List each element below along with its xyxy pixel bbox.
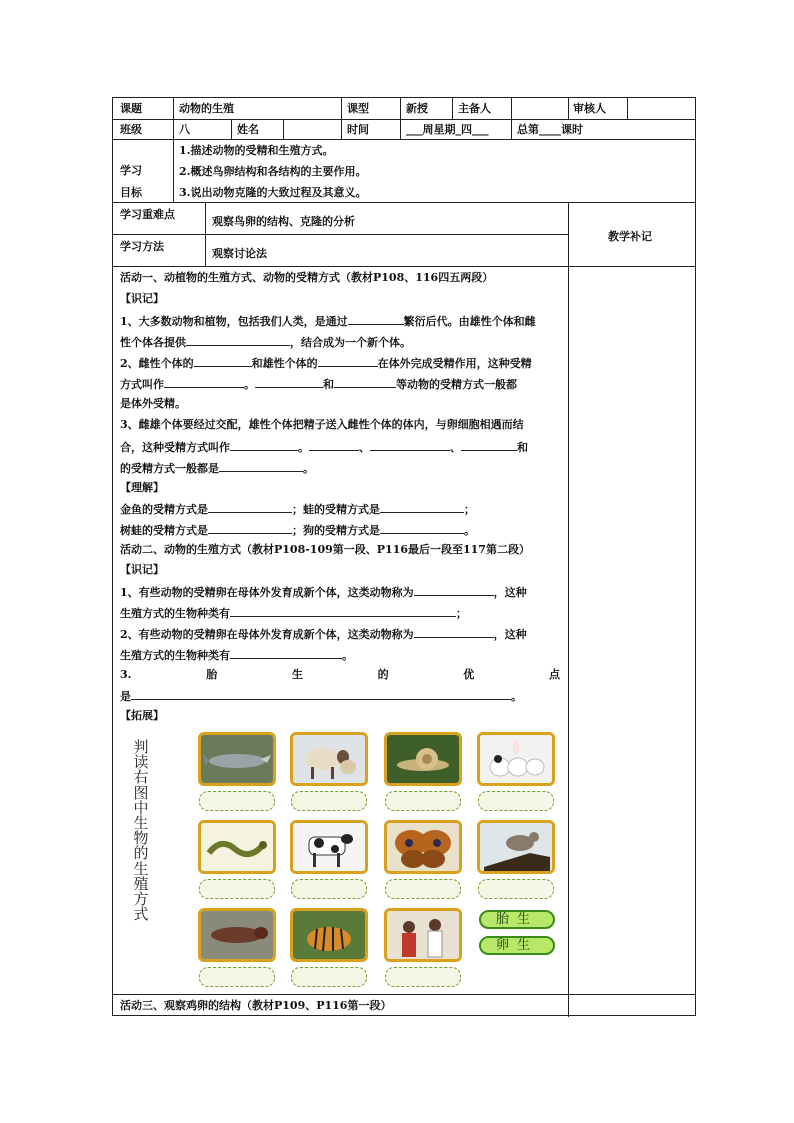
value-time: ___周星期_四___ xyxy=(406,123,489,136)
answer-box[interactable] xyxy=(478,879,554,899)
objective-1: 1.描述动物的受精和生殖方式。 xyxy=(179,144,334,157)
answer-box[interactable] xyxy=(199,791,275,811)
activity1-understand: 【理解】 xyxy=(120,481,164,494)
activity2-q3-line1: 3. 胎 生 的 优 点 xyxy=(120,668,560,681)
objective-3: 3.说出动物克隆的大致过程及其意义。 xyxy=(179,186,367,199)
answer-box[interactable] xyxy=(291,967,367,987)
answer-box[interactable] xyxy=(385,791,461,811)
image-cow xyxy=(290,820,368,874)
label-reviewer: 审核人 xyxy=(573,102,606,115)
activity3-title: 活动三、观察鸡卵的结构（教材P109、P116第一段） xyxy=(120,999,392,1012)
image-butterfly xyxy=(384,820,462,874)
value-lesson-count: 总第____课时 xyxy=(517,123,583,136)
image-snail xyxy=(384,732,462,786)
value-lesson-type: 新授 xyxy=(406,102,428,115)
image-people xyxy=(384,908,462,962)
image-sheep xyxy=(290,732,368,786)
activity2-q2-line2: 生殖方式的生物种类有 。 xyxy=(120,649,353,662)
label-time: 时间 xyxy=(347,123,369,136)
value-method: 观察讨论法 xyxy=(212,247,267,260)
image-snake xyxy=(198,820,276,874)
label-objectives-a: 学习 xyxy=(120,164,142,177)
activity2-expand: 【拓展】 xyxy=(120,709,164,722)
activity1-q3-line3: 的受精方式一般都是 。 xyxy=(120,462,314,475)
answer-box[interactable] xyxy=(199,967,275,987)
activity1-q3-line1: 3、雌雄个体要经过交配，雄性个体把精子送入雌性个体的体内，与卵细胞相遇而结 xyxy=(120,418,524,431)
answer-box[interactable] xyxy=(199,879,275,899)
image-salamander xyxy=(198,908,276,962)
activity1-u2: 树蛙的受精方式是 ；狗的受精方式是 。 xyxy=(120,524,475,537)
activity1-q1-line2: 性个体各提供 ，结合成为一个新个体。 xyxy=(120,336,411,349)
answer-box[interactable] xyxy=(385,967,461,987)
activity1-q2-line3: 是体外受精。 xyxy=(120,397,186,410)
label-method: 学习方法 xyxy=(120,240,164,253)
activity1-q3-line2: 合，这种受精方式叫作 。 、 、 和 xyxy=(120,441,528,454)
activity2-title: 活动二、动物的生殖方式（教材P108-109第一段、P116最后一段至117第二段） xyxy=(120,543,530,556)
activity2-q3-line2: 是 。 xyxy=(120,690,522,703)
activity1-memo: 【识记】 xyxy=(120,292,164,305)
activity1-q2-line1: 2、雌性个体的 和雄性个体的 在体外完成受精作用，这种受精 xyxy=(120,357,532,370)
label-focus: 学习重难点 xyxy=(120,208,175,221)
answer-box[interactable] xyxy=(291,879,367,899)
objective-2: 2.概述鸟卵结构和各结构的主要作用。 xyxy=(179,165,367,178)
label-name: 姓名 xyxy=(237,123,259,136)
activity2-q2-line1: 2、有些动物的受精卵在母体外发育成新个体，这类动物称为 ，这种 xyxy=(120,628,527,641)
image-dove xyxy=(477,820,555,874)
image-tiger xyxy=(290,908,368,962)
image-rabbits xyxy=(477,732,555,786)
vertical-instruction: 判读右图中生物的生殖方式 xyxy=(133,738,149,924)
answer-box[interactable] xyxy=(385,879,461,899)
value-topic: 动物的生殖 xyxy=(179,102,234,115)
activity1-q1-line1: 1、大多数动物和植物，包括我们人类，是通过 繁衍后代。由雄性个体和雌 xyxy=(120,315,536,328)
pill-oviparous[interactable]: 卵生 xyxy=(479,936,555,955)
pill-viviparous[interactable]: 胎生 xyxy=(479,910,555,929)
image-sturgeon xyxy=(198,732,276,786)
label-teaching-notes: 教学补记 xyxy=(608,230,652,243)
value-grade: 八 xyxy=(179,123,190,136)
label-lesson-type: 课型 xyxy=(347,102,369,115)
lesson-plan-table xyxy=(112,97,696,1016)
label-topic: 课题 xyxy=(120,102,142,115)
label-objectives-b: 目标 xyxy=(120,186,142,199)
activity1-u1: 金鱼的受精方式是 ；蛙的受精方式是 ； xyxy=(120,503,475,516)
value-focus: 观察鸟卵的结构、克隆的分析 xyxy=(212,215,355,228)
answer-box[interactable] xyxy=(478,791,554,811)
activity2-memo: 【识记】 xyxy=(120,563,164,576)
activity1-title: 活动一、动植物的生殖方式、动物的受精方式（教材P108、116四五两段） xyxy=(120,271,494,284)
activity2-q1-line1: 1、有些动物的受精卵在母体外发育成新个体，这类动物称为 ，这种 xyxy=(120,586,527,599)
activity1-q2-line2: 方式叫作 。 和 等动物的受精方式一般都 xyxy=(120,378,517,391)
label-preparer: 主备人 xyxy=(458,102,491,115)
label-class: 班级 xyxy=(120,123,142,136)
activity2-q1-line2: 生殖方式的生物种类有 ； xyxy=(120,607,467,620)
answer-box[interactable] xyxy=(291,791,367,811)
